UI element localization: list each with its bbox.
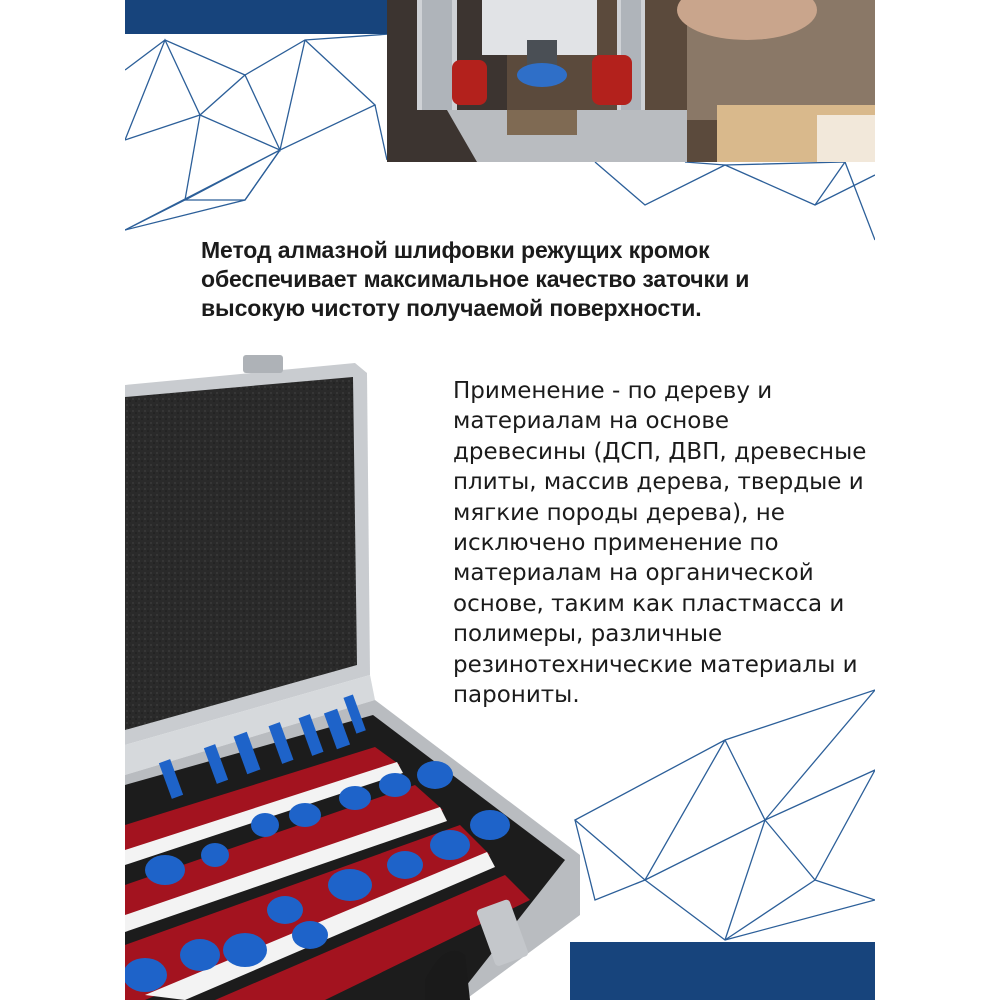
heading-text [201, 236, 841, 323]
description-line: мягкие породы дерева), не [453, 499, 785, 526]
description-line: основе, таким как пластмасса и [453, 590, 845, 617]
description-line: Применение - по дереву и [453, 378, 773, 404]
heading-line: Метод алмазной шлифовки режущих кромок [201, 237, 710, 263]
product-card [125, 0, 875, 1000]
description-line: полимеры, различные [453, 621, 723, 648]
description-line: плиты, массив дерева, твердые и [453, 469, 864, 496]
description-line: материалам на органической [453, 560, 814, 587]
description-line: парониты. [453, 682, 580, 709]
heading-line: высокую чистоту получаемой поверхности. [201, 295, 702, 321]
router-bit-case-photo [125, 355, 585, 1000]
router-photo [387, 0, 875, 162]
top-brand-band [125, 0, 390, 34]
description-line: древесины (ДСП, ДВП, древесные [453, 438, 867, 465]
bottom-brand-band [570, 942, 875, 1000]
heading-line: обеспечивает максимальное качество заточки и [201, 266, 750, 292]
description-line: исключено применение по [453, 530, 779, 557]
description-line: резинотехнические материалы и [453, 651, 858, 678]
description-line: материалам на основе [453, 408, 730, 435]
